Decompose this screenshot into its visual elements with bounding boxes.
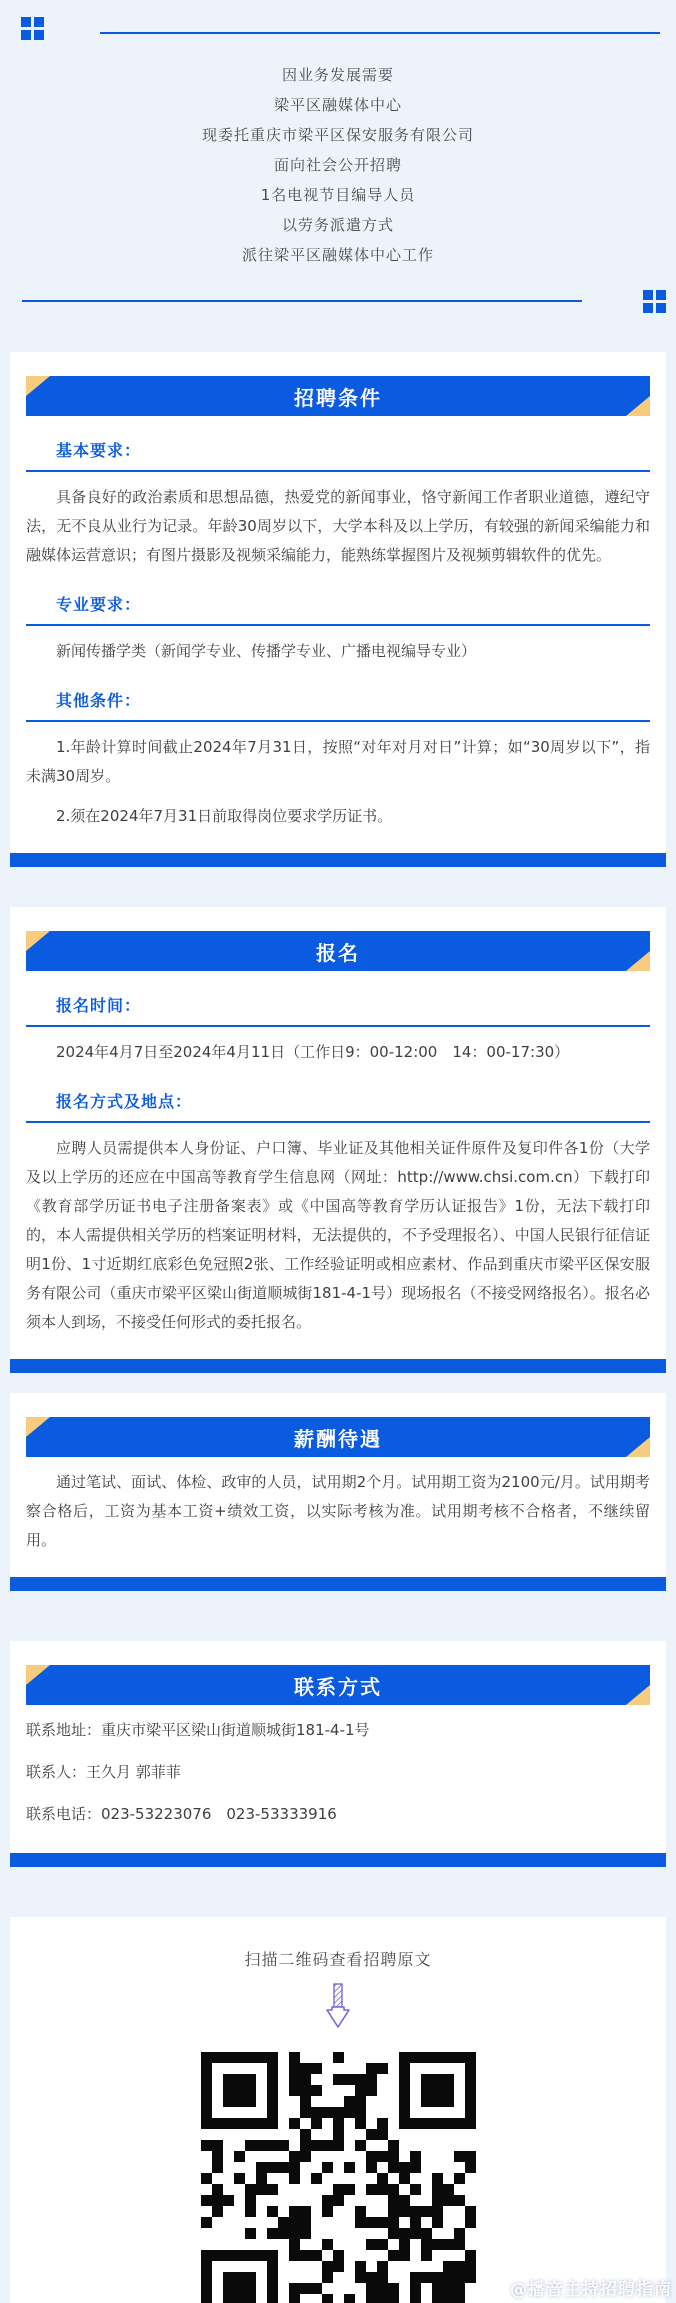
section-banner [26, 376, 650, 416]
body-paragraph: 应聘人员需提供本人身份证、户口簿、毕业证及其他相关证件原件及复印件各1份（大学及以上学历的还应在中国高等教育学生信息网（网址：http://www.chsi.com.cn）下载打印《教育部学历证书电子注册备案表》或《中国高等教育学历认证报告》1份，无法下载打印的，本人需提供相关学历的档案证明材料，无法提供的，不予受理报名）、中国人民银行征信证明1份、1寸近期红底彩色免冠照2张、工作经验证明或相应素材、作品到重庆市梁平区保安服务有限公司（重庆市梁平区梁山街道顺城街181-4-1号）现场报名（不接受网络报名）。报名必须本人到场，不接受任何形式的委托报名。 [26, 1139, 650, 1331]
subsection-heading [26, 993, 650, 1027]
down-arrow-icon [10, 1982, 666, 2034]
subsection-heading-label: 专业要求： [56, 595, 142, 614]
body-paragraph: 联系地址：重庆市梁平区梁山街道顺城街181-4-1号 [26, 1721, 370, 1739]
section-banner [26, 931, 650, 971]
subsection-heading [26, 438, 650, 472]
section-qr [10, 1917, 666, 2303]
intro-line: 梁平区融媒体中心 [273, 96, 402, 114]
section-registration [10, 907, 666, 1373]
body-paragraph: 新闻传播学类（新闻学专业、传播学专业、广播电视编导专业） [56, 642, 477, 660]
intro-line: 1名电视节目编导人员 [260, 186, 416, 204]
intro-line: 以劳务派遣方式 [281, 216, 394, 234]
watermark-text: @播音主持招聘指南 [510, 2280, 672, 2300]
subsection-heading-label: 其他条件： [56, 691, 142, 710]
body-paragraph: 具备良好的政治素质和思想品德，热爱党的新闻事业，恪守新闻工作者职业道德，遵纪守法，无不良从业行为记录。年龄30周岁以下，大学本科及以上学历，有较强的新闻采编能力和融媒体运营意识；有图片摄影及视频采编能力，能熟练掌握图片及视频剪辑软件的优先。 [26, 488, 650, 564]
section-banner [26, 1665, 650, 1705]
weibo-watermark [480, 2275, 672, 2300]
section-title: 招聘条件 [294, 385, 382, 410]
intro-line: 现委托重庆市梁平区保安服务有限公司 [201, 126, 474, 144]
section-content [10, 1468, 666, 1555]
body-paragraph: 通过笔试、面试、体检、政审的人员，试用期2个月。试用期工资为2100元/月。试用期考察合格后，工资为基本工资+绩效工资，以实际考核为准。试用期考核不合格者，不继续留用。 [26, 1473, 650, 1549]
body-paragraph: 1.年龄计算时间截止2024年7月31日，按照“对年对月对日”计算；如“30周岁以下”，指未满30周岁。 [26, 738, 650, 785]
body-paragraph: 联系人：王久月 郭菲菲 [26, 1763, 181, 1781]
section-footer-bar [10, 1577, 666, 1591]
section-footer-bar [10, 853, 666, 867]
subsection-heading [26, 592, 650, 626]
section-title: 报名 [316, 940, 360, 965]
intro-line: 面向社会公开招聘 [273, 156, 402, 174]
section-content [10, 438, 666, 831]
blue-grid-icon [21, 17, 44, 40]
qr-tip-text: 扫描二维码查看招聘原文 [244, 1950, 432, 1969]
section-footer-bar [10, 1853, 666, 1867]
subsection-heading-label: 报名方式及地点： [56, 1092, 193, 1111]
blue-grid-icon [643, 290, 666, 313]
section-content [10, 1713, 666, 1831]
intro-line: 因业务发展需要 [281, 66, 394, 84]
qr-code [197, 2048, 480, 2303]
section-footer-bar [10, 1359, 666, 1373]
subsection-heading [26, 1089, 650, 1123]
intro-line: 派往梁平区融媒体中心工作 [241, 246, 434, 264]
intro-text [0, 60, 676, 270]
subsection-heading-label: 基本要求： [56, 441, 142, 460]
section-title: 薪酬待遇 [294, 1426, 382, 1451]
section-banner [26, 1417, 650, 1457]
body-paragraph: 联系电话：023-53223076 023-53333916 [26, 1805, 337, 1823]
section-contact [10, 1641, 666, 1867]
section-content [10, 993, 666, 1337]
intro-zone [0, 0, 676, 320]
bottom-decoration-row [0, 282, 676, 320]
subsection-heading-label: 报名时间： [56, 996, 142, 1015]
section-recruit-conditions [10, 352, 666, 867]
body-paragraph: 2.须在2024年7月31日前取得岗位要求学历证书。 [56, 807, 393, 825]
subsection-heading [26, 688, 650, 722]
body-paragraph: 2024年4月7日至2024年4月11日（工作日9：00-12:00 14：00-17:30） [56, 1043, 570, 1061]
top-divider-line [100, 32, 660, 34]
weibo-icon [480, 2277, 504, 2299]
top-decoration-row [0, 17, 676, 40]
section-salary [10, 1393, 666, 1591]
section-title: 联系方式 [294, 1674, 382, 1699]
bottom-divider-line [22, 300, 582, 302]
